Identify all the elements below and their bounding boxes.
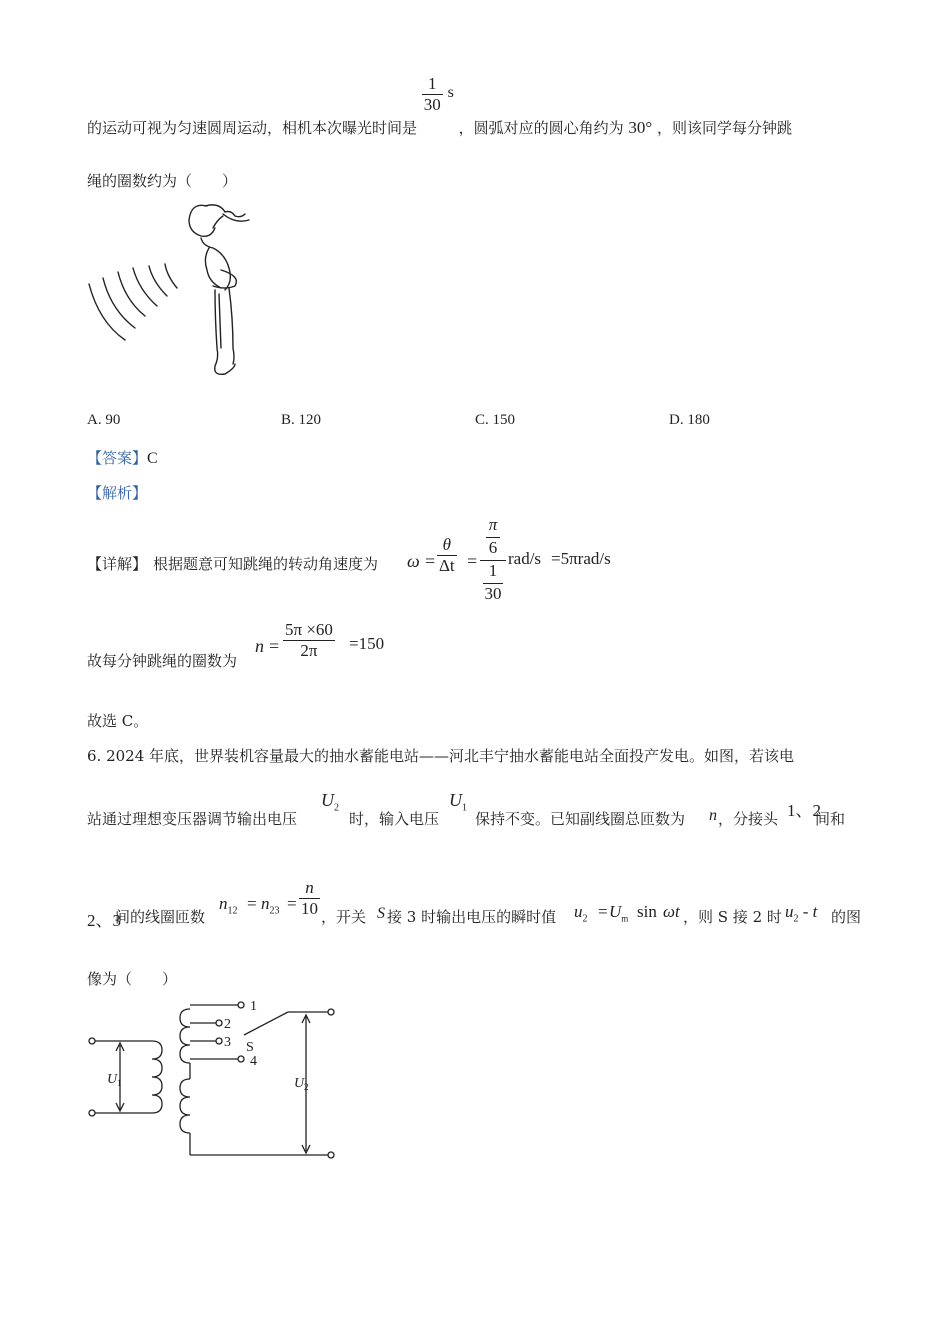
q5-line2: 绳的圈数约为（ ）	[87, 172, 238, 190]
u2-instant: $u_2$	[574, 902, 588, 925]
exposure-numerator: 1	[428, 74, 437, 93]
q5-line1	[87, 74, 792, 152]
leg-front	[215, 290, 235, 374]
count-text: 故每分钟跳绳的圈数为	[87, 652, 238, 670]
exposure-fraction	[422, 74, 443, 115]
input-terminal-top	[89, 1038, 95, 1044]
compound-fraction: π 6 1 30	[480, 515, 506, 606]
exposure-unit: s	[447, 83, 454, 101]
eq-1: =	[425, 551, 436, 571]
tap-2	[216, 1020, 222, 1026]
U1-label-sub: 1	[117, 1078, 122, 1088]
detail-tag: 【详解】	[87, 555, 148, 573]
option-c[interactable]: C. 150	[475, 412, 516, 428]
answer-value: C	[147, 450, 158, 467]
head	[189, 205, 215, 236]
rope-arc-5	[149, 266, 167, 296]
U1-label: U	[107, 1072, 118, 1087]
U1-symbol: $U_1$	[449, 790, 467, 814]
jump-rope-figure	[85, 198, 285, 388]
rope-arc-2	[103, 278, 135, 328]
rope-arc-3	[118, 272, 145, 316]
q6-line4: 像为（ ）	[87, 970, 178, 988]
input-terminal-bottom	[89, 1110, 95, 1116]
q5-line1-post: ，则该同学每分钟跳	[656, 118, 792, 137]
n-symbol: n	[255, 636, 264, 656]
detail-text: 根据题意可知跳绳的转动角速度为	[153, 555, 379, 573]
n12: $n_{12}$	[219, 894, 238, 917]
taps-12: 1、2	[787, 801, 821, 820]
tap-1-label: 1	[250, 999, 257, 1014]
answer-line	[87, 447, 158, 468]
output-terminal-bottom	[328, 1152, 334, 1158]
primary-coil	[152, 1041, 162, 1113]
tap-4	[238, 1056, 244, 1062]
secondary-coil-lower	[180, 1079, 190, 1133]
rope-arc-6	[165, 264, 177, 288]
n-over-10: n 10	[301, 878, 318, 918]
option-b[interactable]: B. 120	[281, 412, 322, 428]
transformer-circuit	[80, 995, 350, 1170]
tap-2-label: 2	[224, 1017, 231, 1032]
angle-value: 30°	[628, 117, 653, 137]
q5-line1-pre: 的运动可视为匀速圆周运动，相机本次曝光时间是	[87, 118, 418, 137]
Um-symbol: $U_m$	[609, 902, 629, 924]
n-fraction: 5π ×60 2π	[285, 620, 333, 660]
omega-symbol: ω	[407, 551, 420, 571]
secondary-coil-upper	[180, 1009, 190, 1063]
conclusion: 故选 C。	[87, 712, 149, 730]
q5-line1-mid: ，圆弧对应的圆心角约为	[458, 118, 624, 137]
analysis-tag: 【解析】	[87, 484, 148, 502]
U2-symbol: $U_2$	[321, 790, 339, 814]
tap-3	[216, 1038, 222, 1044]
theta-over-dt: θ Δt	[439, 535, 455, 575]
exposure-denominator: 30	[423, 95, 441, 114]
switch-S	[244, 1012, 288, 1035]
rope-arc-4	[133, 268, 157, 306]
eq-3: =	[269, 636, 280, 656]
tap-1	[238, 1002, 244, 1008]
output-terminal-top	[328, 1009, 334, 1015]
tap-4-label: 4	[250, 1054, 257, 1069]
n-result: =150	[349, 634, 385, 653]
option-d[interactable]: D. 180	[669, 412, 710, 428]
option-a[interactable]: A. 90	[87, 412, 121, 428]
n23: $n_{23}$	[261, 894, 280, 917]
rad-unit: rad/s	[508, 549, 542, 568]
answer-tag: 【答案】	[87, 449, 148, 467]
eq-2: =	[467, 551, 478, 571]
tap-3-label: 3	[224, 1035, 231, 1050]
q6-line1: 6. 2024 年底，世界装机容量最大的抽水蓄能电站——河北丰宁抽水蓄能电站全面投产发电。如图，若该电	[87, 747, 795, 765]
U2-label: U	[294, 1076, 305, 1091]
omega-result: =5πrad/s	[551, 549, 611, 568]
switch-label: S	[246, 1040, 254, 1055]
U2-label-sub: 2	[304, 1082, 309, 1092]
u2-t: $u_2$ - t	[785, 902, 818, 925]
n-total: n	[709, 807, 717, 824]
